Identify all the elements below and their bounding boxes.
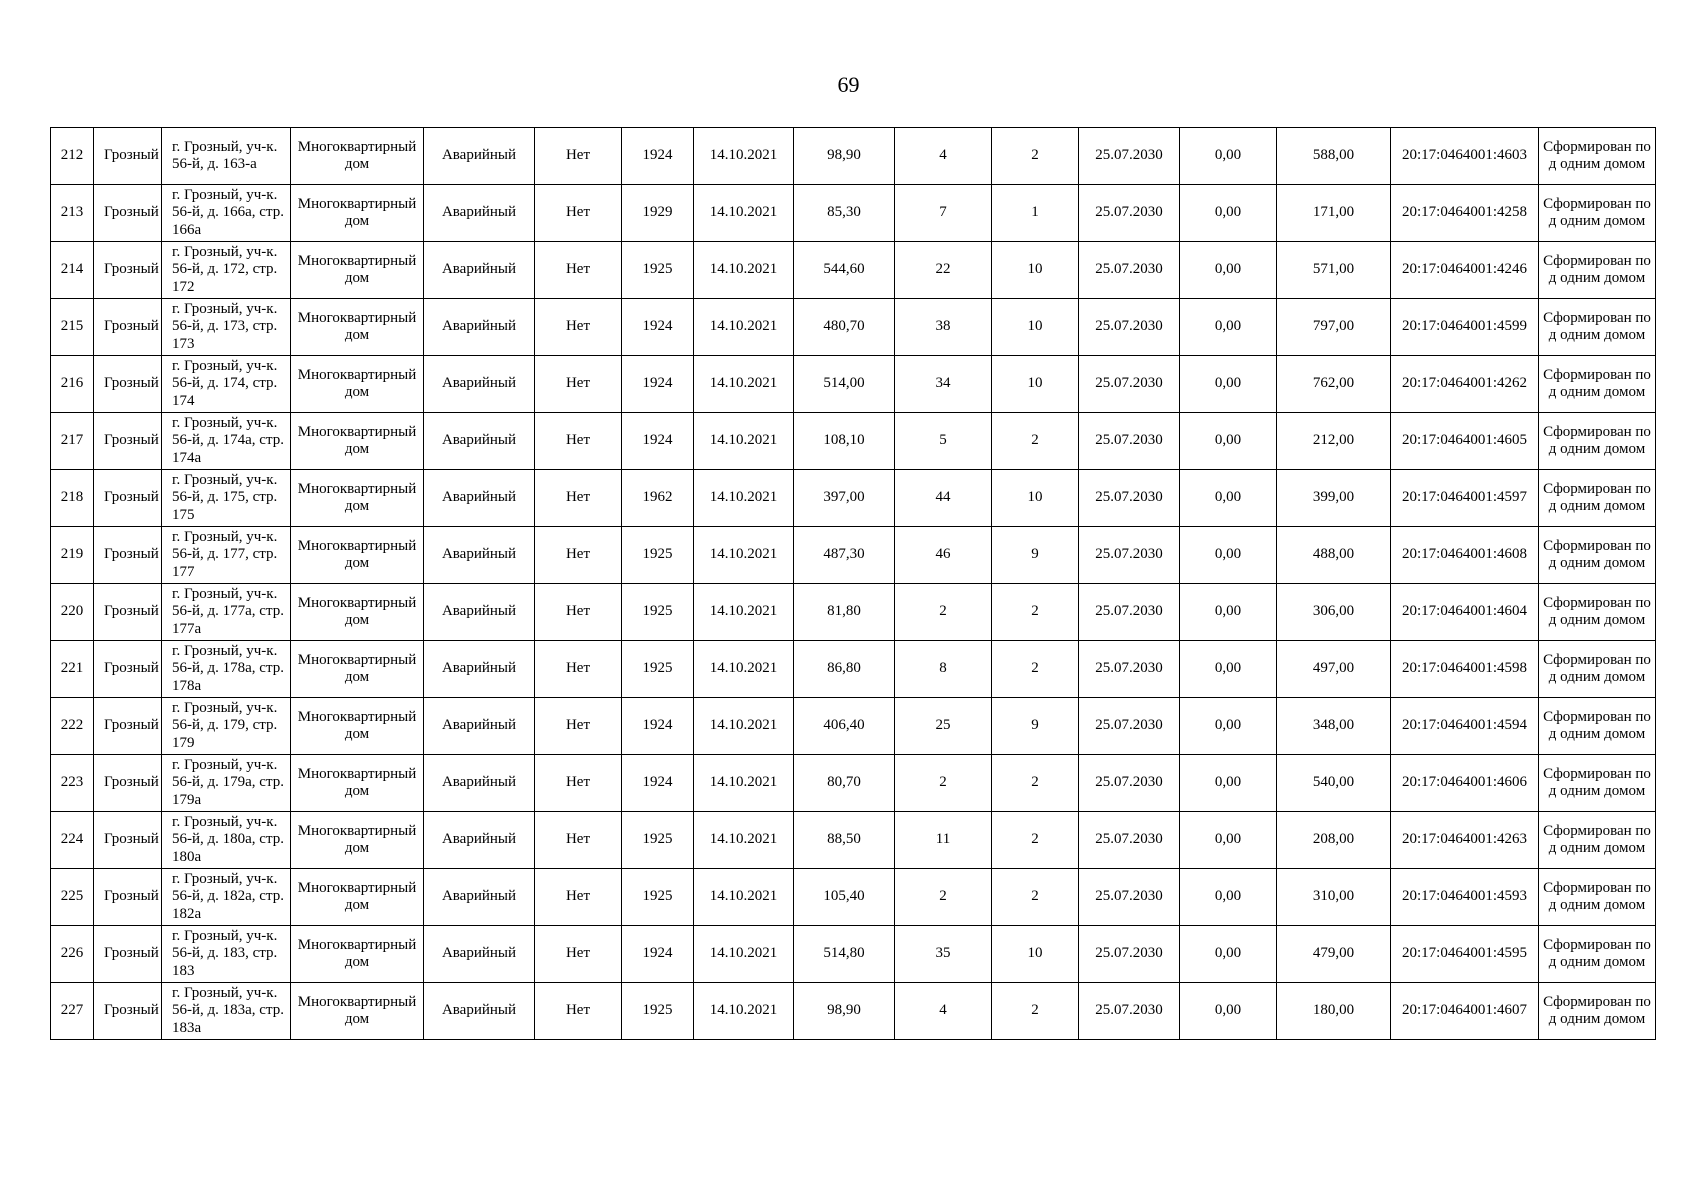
row-number-cell: 219 — [51, 527, 94, 584]
year-cell: 1925 — [622, 242, 694, 299]
area-cell: 406,40 — [794, 698, 895, 755]
residents-cell: 22 — [895, 242, 992, 299]
value1-cell: 0,00 — [1180, 299, 1277, 356]
cadastral-number-cell: 20:17:0464001:4593 — [1391, 869, 1539, 926]
year-cell: 1925 — [622, 869, 694, 926]
recognition-date-cell: 14.10.2021 — [694, 242, 794, 299]
value2-cell: 797,00 — [1277, 299, 1391, 356]
value1-cell: 0,00 — [1180, 470, 1277, 527]
flag-cell: Нет — [535, 185, 622, 242]
condition-cell: Аварийный — [424, 584, 535, 641]
housing-registry-table — [50, 127, 1656, 1040]
building-type-cell: Многоквартирный дом — [291, 698, 424, 755]
recognition-date-cell: 14.10.2021 — [694, 755, 794, 812]
municipality-cell: Грозный — [94, 413, 162, 470]
table-row — [51, 356, 1656, 413]
area-cell: 514,80 — [794, 926, 895, 983]
building-type-cell: Многоквартирный дом — [291, 983, 424, 1040]
value2-cell: 479,00 — [1277, 926, 1391, 983]
flag-cell: Нет — [535, 413, 622, 470]
premises-cell: 2 — [992, 869, 1079, 926]
cadastral-number-cell: 20:17:0464001:4599 — [1391, 299, 1539, 356]
address-cell: г. Грозный, уч-к. 56-й, д. 183, стр. 183 — [162, 926, 291, 983]
row-number-cell: 217 — [51, 413, 94, 470]
value2-cell: 762,00 — [1277, 356, 1391, 413]
recognition-date-cell: 14.10.2021 — [694, 983, 794, 1040]
value2-cell: 571,00 — [1277, 242, 1391, 299]
condition-cell: Аварийный — [424, 812, 535, 869]
municipality-cell: Грозный — [94, 356, 162, 413]
condition-cell: Аварийный — [424, 185, 535, 242]
municipality-cell: Грозный — [94, 812, 162, 869]
deadline-cell: 25.07.2030 — [1079, 983, 1180, 1040]
value2-cell: 171,00 — [1277, 185, 1391, 242]
deadline-cell: 25.07.2030 — [1079, 641, 1180, 698]
area-cell: 88,50 — [794, 812, 895, 869]
value1-cell: 0,00 — [1180, 926, 1277, 983]
table-row — [51, 470, 1656, 527]
row-number-cell: 214 — [51, 242, 94, 299]
municipality-cell: Грозный — [94, 584, 162, 641]
residents-cell: 2 — [895, 584, 992, 641]
row-number-cell: 213 — [51, 185, 94, 242]
table-body — [51, 128, 1656, 1040]
row-number-cell: 218 — [51, 470, 94, 527]
deadline-cell: 25.07.2030 — [1079, 242, 1180, 299]
area-cell: 81,80 — [794, 584, 895, 641]
building-type-cell: Многоквартирный дом — [291, 641, 424, 698]
area-cell: 544,60 — [794, 242, 895, 299]
area-cell: 105,40 — [794, 869, 895, 926]
deadline-cell: 25.07.2030 — [1079, 926, 1180, 983]
land-status-cell: Сформирован под одним домом — [1539, 527, 1656, 584]
area-cell: 514,00 — [794, 356, 895, 413]
cadastral-number-cell: 20:17:0464001:4597 — [1391, 470, 1539, 527]
building-type-cell: Многоквартирный дом — [291, 299, 424, 356]
flag-cell: Нет — [535, 698, 622, 755]
land-status-cell: Сформирован под одним домом — [1539, 584, 1656, 641]
value2-cell: 348,00 — [1277, 698, 1391, 755]
cadastral-number-cell: 20:17:0464001:4598 — [1391, 641, 1539, 698]
row-number-cell: 225 — [51, 869, 94, 926]
flag-cell: Нет — [535, 641, 622, 698]
value2-cell: 399,00 — [1277, 470, 1391, 527]
condition-cell: Аварийный — [424, 869, 535, 926]
flag-cell: Нет — [535, 869, 622, 926]
cadastral-number-cell: 20:17:0464001:4263 — [1391, 812, 1539, 869]
recognition-date-cell: 14.10.2021 — [694, 185, 794, 242]
area-cell: 480,70 — [794, 299, 895, 356]
building-type-cell: Многоквартирный дом — [291, 926, 424, 983]
year-cell: 1924 — [622, 755, 694, 812]
flag-cell: Нет — [535, 128, 622, 185]
condition-cell: Аварийный — [424, 356, 535, 413]
table-row — [51, 584, 1656, 641]
row-number-cell: 226 — [51, 926, 94, 983]
address-cell: г. Грозный, уч-к. 56-й, д. 177, стр. 177 — [162, 527, 291, 584]
residents-cell: 25 — [895, 698, 992, 755]
condition-cell: Аварийный — [424, 926, 535, 983]
value2-cell: 306,00 — [1277, 584, 1391, 641]
address-cell: г. Грозный, уч-к. 56-й, д. 163-а — [162, 128, 291, 185]
cadastral-number-cell: 20:17:0464001:4594 — [1391, 698, 1539, 755]
value2-cell: 208,00 — [1277, 812, 1391, 869]
table-row — [51, 641, 1656, 698]
value1-cell: 0,00 — [1180, 983, 1277, 1040]
recognition-date-cell: 14.10.2021 — [694, 299, 794, 356]
premises-cell: 2 — [992, 413, 1079, 470]
flag-cell: Нет — [535, 242, 622, 299]
value1-cell: 0,00 — [1180, 185, 1277, 242]
building-type-cell: Многоквартирный дом — [291, 584, 424, 641]
municipality-cell: Грозный — [94, 755, 162, 812]
address-cell: г. Грозный, уч-к. 56-й, д. 177а, стр. 177а — [162, 584, 291, 641]
building-type-cell: Многоквартирный дом — [291, 242, 424, 299]
value2-cell: 540,00 — [1277, 755, 1391, 812]
value2-cell: 488,00 — [1277, 527, 1391, 584]
land-status-cell: Сформирован под одним домом — [1539, 698, 1656, 755]
land-status-cell: Сформирован под одним домом — [1539, 356, 1656, 413]
residents-cell: 34 — [895, 356, 992, 413]
table-row — [51, 926, 1656, 983]
land-status-cell: Сформирован под одним домом — [1539, 812, 1656, 869]
address-cell: г. Грозный, уч-к. 56-й, д. 175, стр. 175 — [162, 470, 291, 527]
municipality-cell: Грозный — [94, 641, 162, 698]
deadline-cell: 25.07.2030 — [1079, 356, 1180, 413]
recognition-date-cell: 14.10.2021 — [694, 926, 794, 983]
land-status-cell: Сформирован под одним домом — [1539, 470, 1656, 527]
address-cell: г. Грозный, уч-к. 56-й, д. 180а, стр. 180а — [162, 812, 291, 869]
recognition-date-cell: 14.10.2021 — [694, 527, 794, 584]
row-number-cell: 227 — [51, 983, 94, 1040]
table-row — [51, 242, 1656, 299]
building-type-cell: Многоквартирный дом — [291, 356, 424, 413]
area-cell: 108,10 — [794, 413, 895, 470]
municipality-cell: Грозный — [94, 185, 162, 242]
deadline-cell: 25.07.2030 — [1079, 755, 1180, 812]
deadline-cell: 25.07.2030 — [1079, 698, 1180, 755]
deadline-cell: 25.07.2030 — [1079, 185, 1180, 242]
building-type-cell: Многоквартирный дом — [291, 185, 424, 242]
deadline-cell: 25.07.2030 — [1079, 128, 1180, 185]
address-cell: г. Грозный, уч-к. 56-й, д. 172, стр. 172 — [162, 242, 291, 299]
premises-cell: 1 — [992, 185, 1079, 242]
page-number: 69 — [837, 72, 860, 97]
row-number-cell: 223 — [51, 755, 94, 812]
area-cell: 397,00 — [794, 470, 895, 527]
row-number-cell: 220 — [51, 584, 94, 641]
residents-cell: 11 — [895, 812, 992, 869]
table-row — [51, 413, 1656, 470]
deadline-cell: 25.07.2030 — [1079, 584, 1180, 641]
year-cell: 1925 — [622, 641, 694, 698]
row-number-cell: 216 — [51, 356, 94, 413]
premises-cell: 10 — [992, 470, 1079, 527]
value1-cell: 0,00 — [1180, 128, 1277, 185]
recognition-date-cell: 14.10.2021 — [694, 584, 794, 641]
recognition-date-cell: 14.10.2021 — [694, 698, 794, 755]
building-type-cell: Многоквартирный дом — [291, 527, 424, 584]
land-status-cell: Сформирован под одним домом — [1539, 413, 1656, 470]
table-row — [51, 128, 1656, 185]
residents-cell: 2 — [895, 869, 992, 926]
recognition-date-cell: 14.10.2021 — [694, 812, 794, 869]
value1-cell: 0,00 — [1180, 356, 1277, 413]
year-cell: 1924 — [622, 299, 694, 356]
residents-cell: 4 — [895, 128, 992, 185]
area-cell: 86,80 — [794, 641, 895, 698]
flag-cell: Нет — [535, 356, 622, 413]
flag-cell: Нет — [535, 812, 622, 869]
value1-cell: 0,00 — [1180, 698, 1277, 755]
row-number-cell: 222 — [51, 698, 94, 755]
condition-cell: Аварийный — [424, 755, 535, 812]
premises-cell: 2 — [992, 812, 1079, 869]
condition-cell: Аварийный — [424, 128, 535, 185]
residents-cell: 4 — [895, 983, 992, 1040]
table-row — [51, 299, 1656, 356]
value2-cell: 180,00 — [1277, 983, 1391, 1040]
year-cell: 1925 — [622, 812, 694, 869]
deadline-cell: 25.07.2030 — [1079, 869, 1180, 926]
year-cell: 1929 — [622, 185, 694, 242]
land-status-cell: Сформирован под одним домом — [1539, 926, 1656, 983]
area-cell: 487,30 — [794, 527, 895, 584]
premises-cell: 2 — [992, 128, 1079, 185]
recognition-date-cell: 14.10.2021 — [694, 869, 794, 926]
area-cell: 98,90 — [794, 128, 895, 185]
building-type-cell: Многоквартирный дом — [291, 470, 424, 527]
municipality-cell: Грозный — [94, 698, 162, 755]
value2-cell: 588,00 — [1277, 128, 1391, 185]
municipality-cell: Грозный — [94, 128, 162, 185]
table-row — [51, 812, 1656, 869]
deadline-cell: 25.07.2030 — [1079, 812, 1180, 869]
building-type-cell: Многоквартирный дом — [291, 413, 424, 470]
flag-cell: Нет — [535, 470, 622, 527]
cadastral-number-cell: 20:17:0464001:4607 — [1391, 983, 1539, 1040]
premises-cell: 10 — [992, 242, 1079, 299]
table-row — [51, 983, 1656, 1040]
residents-cell: 5 — [895, 413, 992, 470]
address-cell: г. Грозный, уч-к. 56-й, д. 166а, стр. 166а — [162, 185, 291, 242]
value2-cell: 497,00 — [1277, 641, 1391, 698]
row-number-cell: 221 — [51, 641, 94, 698]
flag-cell: Нет — [535, 755, 622, 812]
year-cell: 1925 — [622, 584, 694, 641]
land-status-cell: Сформирован под одним домом — [1539, 641, 1656, 698]
deadline-cell: 25.07.2030 — [1079, 299, 1180, 356]
cadastral-number-cell: 20:17:0464001:4258 — [1391, 185, 1539, 242]
address-cell: г. Грозный, уч-к. 56-й, д. 178а, стр. 178а — [162, 641, 291, 698]
cadastral-number-cell: 20:17:0464001:4595 — [1391, 926, 1539, 983]
value1-cell: 0,00 — [1180, 869, 1277, 926]
condition-cell: Аварийный — [424, 698, 535, 755]
flag-cell: Нет — [535, 926, 622, 983]
value2-cell: 310,00 — [1277, 869, 1391, 926]
year-cell: 1924 — [622, 698, 694, 755]
cadastral-number-cell: 20:17:0464001:4606 — [1391, 755, 1539, 812]
municipality-cell: Грозный — [94, 242, 162, 299]
cadastral-number-cell: 20:17:0464001:4608 — [1391, 527, 1539, 584]
residents-cell: 38 — [895, 299, 992, 356]
condition-cell: Аварийный — [424, 470, 535, 527]
value1-cell: 0,00 — [1180, 755, 1277, 812]
year-cell: 1962 — [622, 470, 694, 527]
flag-cell: Нет — [535, 527, 622, 584]
recognition-date-cell: 14.10.2021 — [694, 356, 794, 413]
condition-cell: Аварийный — [424, 527, 535, 584]
residents-cell: 46 — [895, 527, 992, 584]
condition-cell: Аварийный — [424, 983, 535, 1040]
cadastral-number-cell: 20:17:0464001:4604 — [1391, 584, 1539, 641]
row-number-cell: 224 — [51, 812, 94, 869]
municipality-cell: Грозный — [94, 926, 162, 983]
residents-cell: 8 — [895, 641, 992, 698]
area-cell: 85,30 — [794, 185, 895, 242]
value1-cell: 0,00 — [1180, 641, 1277, 698]
value1-cell: 0,00 — [1180, 242, 1277, 299]
row-number-cell: 215 — [51, 299, 94, 356]
year-cell: 1924 — [622, 128, 694, 185]
flag-cell: Нет — [535, 983, 622, 1040]
year-cell: 1925 — [622, 983, 694, 1040]
value1-cell: 0,00 — [1180, 527, 1277, 584]
table-row — [51, 527, 1656, 584]
premises-cell: 10 — [992, 356, 1079, 413]
value1-cell: 0,00 — [1180, 413, 1277, 470]
deadline-cell: 25.07.2030 — [1079, 470, 1180, 527]
row-number-cell: 212 — [51, 128, 94, 185]
premises-cell: 2 — [992, 584, 1079, 641]
area-cell: 80,70 — [794, 755, 895, 812]
premises-cell: 2 — [992, 983, 1079, 1040]
address-cell: г. Грозный, уч-к. 56-й, д. 182а, стр. 182а — [162, 869, 291, 926]
residents-cell: 7 — [895, 185, 992, 242]
building-type-cell: Многоквартирный дом — [291, 869, 424, 926]
premises-cell: 9 — [992, 527, 1079, 584]
table-row — [51, 755, 1656, 812]
area-cell: 98,90 — [794, 983, 895, 1040]
recognition-date-cell: 14.10.2021 — [694, 470, 794, 527]
premises-cell: 2 — [992, 641, 1079, 698]
building-type-cell: Многоквартирный дом — [291, 755, 424, 812]
premises-cell: 10 — [992, 299, 1079, 356]
address-cell: г. Грозный, уч-к. 56-й, д. 183а, стр. 183а — [162, 983, 291, 1040]
flag-cell: Нет — [535, 584, 622, 641]
residents-cell: 2 — [895, 755, 992, 812]
premises-cell: 10 — [992, 926, 1079, 983]
condition-cell: Аварийный — [424, 413, 535, 470]
recognition-date-cell: 14.10.2021 — [694, 128, 794, 185]
municipality-cell: Грозный — [94, 527, 162, 584]
flag-cell: Нет — [535, 299, 622, 356]
land-status-cell: Сформирован под одним домом — [1539, 185, 1656, 242]
cadastral-number-cell: 20:17:0464001:4603 — [1391, 128, 1539, 185]
municipality-cell: Грозный — [94, 470, 162, 527]
municipality-cell: Грозный — [94, 869, 162, 926]
table-row — [51, 185, 1656, 242]
residents-cell: 44 — [895, 470, 992, 527]
municipality-cell: Грозный — [94, 983, 162, 1040]
table-row — [51, 869, 1656, 926]
table-row — [51, 698, 1656, 755]
building-type-cell: Многоквартирный дом — [291, 812, 424, 869]
land-status-cell: Сформирован под одним домом — [1539, 869, 1656, 926]
year-cell: 1924 — [622, 413, 694, 470]
land-status-cell: Сформирован под одним домом — [1539, 755, 1656, 812]
year-cell: 1925 — [622, 527, 694, 584]
cadastral-number-cell: 20:17:0464001:4246 — [1391, 242, 1539, 299]
condition-cell: Аварийный — [424, 299, 535, 356]
address-cell: г. Грозный, уч-к. 56-й, д. 174, стр. 174 — [162, 356, 291, 413]
municipality-cell: Грозный — [94, 299, 162, 356]
value1-cell: 0,00 — [1180, 812, 1277, 869]
land-status-cell: Сформирован под одним домом — [1539, 242, 1656, 299]
address-cell: г. Грозный, уч-к. 56-й, д. 179, стр. 179 — [162, 698, 291, 755]
premises-cell: 9 — [992, 698, 1079, 755]
recognition-date-cell: 14.10.2021 — [694, 413, 794, 470]
cadastral-number-cell: 20:17:0464001:4262 — [1391, 356, 1539, 413]
building-type-cell: Многоквартирный дом — [291, 128, 424, 185]
address-cell: г. Грозный, уч-к. 56-й, д. 179а, стр. 179а — [162, 755, 291, 812]
address-cell: г. Грозный, уч-к. 56-й, д. 174а, стр. 174а — [162, 413, 291, 470]
residents-cell: 35 — [895, 926, 992, 983]
premises-cell: 2 — [992, 755, 1079, 812]
value1-cell: 0,00 — [1180, 584, 1277, 641]
land-status-cell: Сформирован под одним домом — [1539, 128, 1656, 185]
land-status-cell: Сформирован под одним домом — [1539, 299, 1656, 356]
deadline-cell: 25.07.2030 — [1079, 527, 1180, 584]
land-status-cell: Сформирован под одним домом — [1539, 983, 1656, 1040]
condition-cell: Аварийный — [424, 641, 535, 698]
deadline-cell: 25.07.2030 — [1079, 413, 1180, 470]
cadastral-number-cell: 20:17:0464001:4605 — [1391, 413, 1539, 470]
condition-cell: Аварийный — [424, 242, 535, 299]
year-cell: 1924 — [622, 356, 694, 413]
value2-cell: 212,00 — [1277, 413, 1391, 470]
address-cell: г. Грозный, уч-к. 56-й, д. 173, стр. 173 — [162, 299, 291, 356]
recognition-date-cell: 14.10.2021 — [694, 641, 794, 698]
year-cell: 1924 — [622, 926, 694, 983]
